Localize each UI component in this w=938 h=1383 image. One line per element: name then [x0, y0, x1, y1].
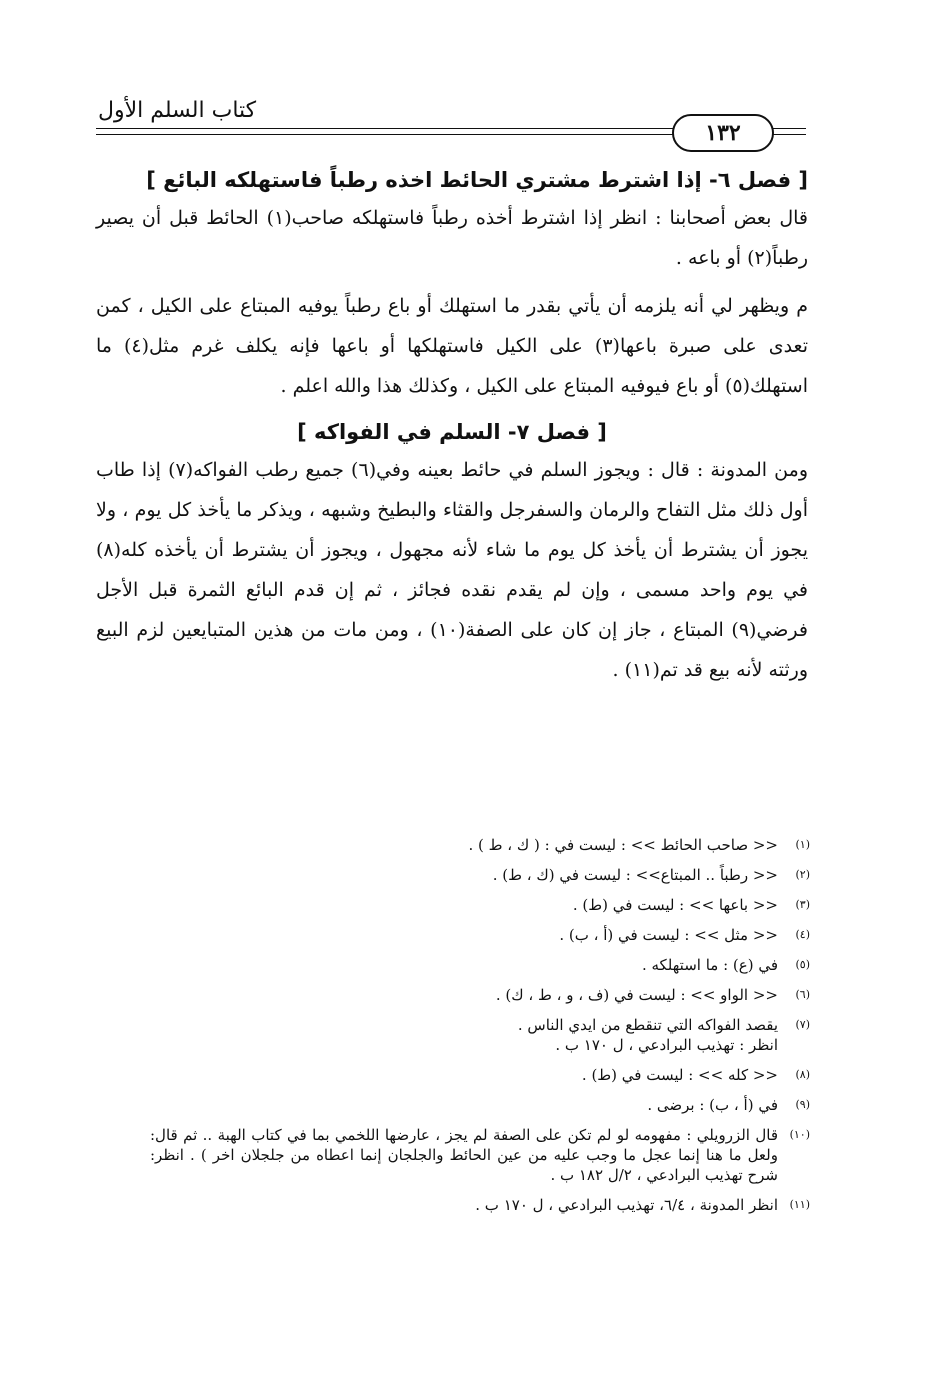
footnote: [150, 835, 810, 855]
footnote-text: [150, 1095, 778, 1115]
footnote-text: [150, 1065, 778, 1085]
footnote-text: [150, 955, 778, 975]
page-number: ١٣٢: [672, 114, 774, 152]
footnote-text: [150, 835, 778, 855]
footnote-number: (١): [795, 838, 810, 851]
footnote-number: (١٠): [789, 1128, 810, 1141]
footnote: [150, 925, 810, 945]
footnote-text: [150, 895, 778, 915]
main-text: [96, 168, 808, 698]
footnote-line: قال الزرويلي : مفهومه لو لم تكن على الصفة لم يجز ، عارضها اللخمي بما في كتاب الهبة .. ثم قال: ولعل ما هنا إنما عجل ما وجب عليه من عين الحائط والجلجان إنما اعطاه من جلجلان اخر ) . انظر: شرح تهذيب البرادعي ، ٢/ل ١٨٢ ب .: [150, 1126, 778, 1184]
footnote-line: انظر المدونة ، ٦/٤، تهذيب البرادعي ، ل ١٧٠ ب .: [475, 1196, 778, 1214]
footnote-number: (٨): [795, 1068, 810, 1081]
footnote-line: يقصد الفواكه التي تنقطع من ايدي الناس .: [517, 1016, 778, 1034]
footnote-line: << صاحب الحائط >> : ليست في : ( ك ، ط ) .: [468, 836, 778, 854]
footnote-number: (١١): [789, 1198, 810, 1211]
footnote: [150, 1125, 810, 1185]
paragraph: قال بعض أصحابنا : انظر إذا اشترط أخذه رطباً فاستهلكه صاحب(١) الحائط قبل أن يصير رطباً(٢) أو باعه .: [96, 207, 808, 269]
section-heading: [ فصل ٧- السلم في الفواكه ]: [297, 420, 607, 444]
footnote-text: [150, 865, 778, 885]
footnote: [150, 865, 810, 885]
footnote-text: [150, 1195, 778, 1215]
footnote: [150, 895, 810, 915]
footnote: [150, 985, 810, 1005]
footnote-text: [150, 985, 778, 1005]
section-heading: [ فصل ٦- إذا اشترط مشتري الحائط اخذه رطباً فاستهلكه البائع ]: [146, 168, 808, 192]
paragraph: ومن المدونة : قال : ويجوز السلم في حائط بعينه وفي(٦) جميع رطب الفواكه(٧) إذا طاب أول ذلك مثل التفاح والرمان والسفرجل والقثاء والبطيخ وشبهه ، ويذكر ما يأخذ كل يوم ، ولا يجوز أن يشترط أن يأخذ كل يوم ما شاء لأنه مجهول ، ويجوز أن يشترط أن يأخذه كله(٨) في يوم واحد مسمى ، وإن لم يقدم نقده فجائز ، ثم إن قدم البائع الثمرة قبل الأجل فرضي(٩) المبتاع ، جاز إن كان على الصفة(١٠) ، ومن مات من هذين المتبايعين لزم البيع ورثته لأنه بيع قد تم(١١) .: [96, 459, 809, 681]
footnote-text: [150, 1125, 778, 1185]
footnote-number: (٣): [795, 898, 810, 911]
footnote: [150, 1015, 810, 1055]
footnote-number: (٤): [795, 928, 810, 941]
footnote-line: << كله >> : ليست في (ط) .: [581, 1066, 778, 1084]
footnote: [150, 1195, 810, 1215]
footnote: [150, 1065, 810, 1085]
page-header: [0, 0, 938, 150]
footnote: [150, 955, 810, 975]
footnote-number: (٥): [795, 958, 810, 971]
footnote-number: (٩): [795, 1098, 810, 1111]
footnote-line: << باعها >> : ليست في (ط) .: [572, 896, 778, 914]
footnote-text: [150, 1015, 778, 1055]
footnote-line: << رطباً .. المبتاع>> : ليست في (ك ، ط) .: [492, 866, 778, 884]
paragraph: م ويظهر لي أنه يلزمه أن يأتي بقدر ما استهلك أو باع رطباً يوفيه المبتاع على الكيل ، كمن تعدى على صبرة باعها(٣) على الكيل فاستهلكها أو باعها فإنه يكلف غرم مثل(٤) ما استهلك(٥) أو باع فيوفيه المبتاع على الكيل ، وكذلك هذا والله اعلم .: [96, 295, 809, 397]
footnote-text: [150, 925, 778, 945]
footnotes: [150, 835, 810, 1225]
book-title: كتاب السلم الأول: [98, 98, 257, 123]
footnote-line: في (ع) : ما استهلكه .: [641, 956, 778, 974]
footnote-line: في (أ ، ب) : برضى .: [647, 1096, 778, 1114]
footnote: [150, 1095, 810, 1115]
footnote-line: << مثل >> : ليست في (أ ، ب) .: [559, 926, 778, 944]
footnote-line: << الواو >> : ليست في (ف ، و ، ط ، ك) .: [495, 986, 778, 1004]
footnote-line: انظر : تهذيب البرادعي ، ل ١٧٠ ب .: [555, 1036, 778, 1054]
footnote-number: (٦): [795, 988, 810, 1001]
footnote-number: (٢): [795, 868, 810, 881]
footnote-number: (٧): [795, 1018, 810, 1031]
